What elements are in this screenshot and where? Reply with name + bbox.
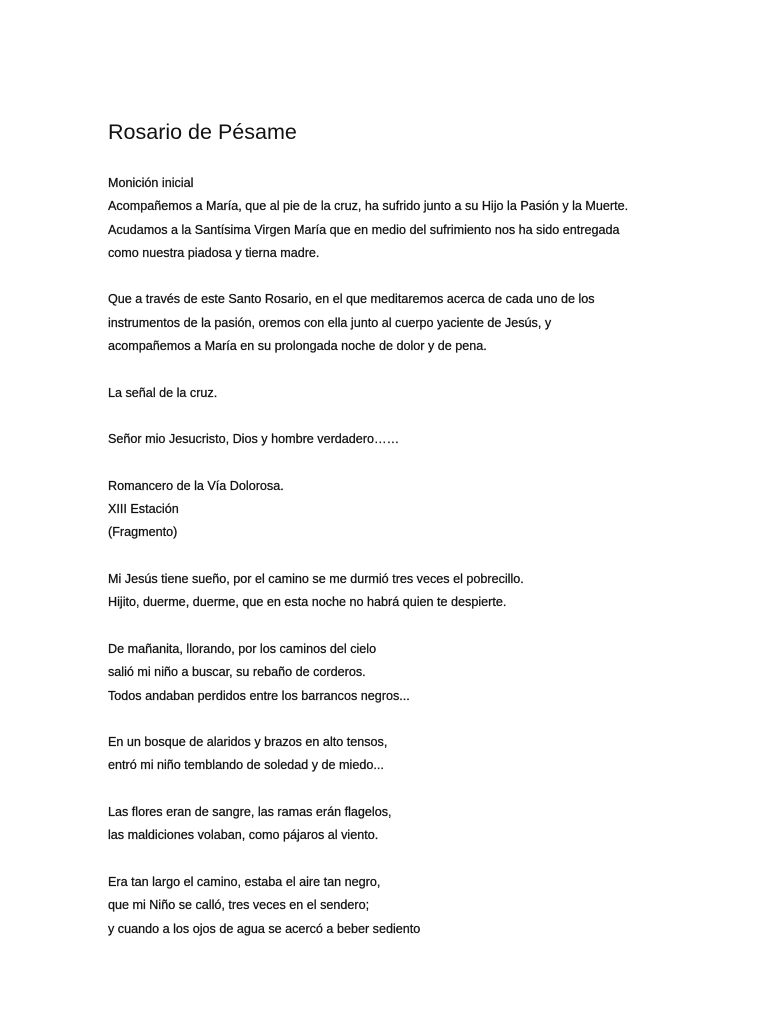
- blank-line: [108, 545, 728, 568]
- text-line: acompañemos a María en su prolongada noche de dolor y de pena.: [108, 339, 487, 354]
- document-title: Rosario de Pésame: [108, 120, 297, 144]
- document-page: [108, 118, 728, 941]
- text-line: las maldiciones volaban, como pájaros al viento.: [108, 828, 379, 843]
- text-line: que mi Niño se calló, tres veces en el sendero;: [108, 898, 370, 913]
- blank-line: [108, 265, 728, 288]
- text-line: Monición inicial: [108, 176, 194, 190]
- text-line: y cuando a los ojos de agua se acercó a beber sediento: [108, 921, 421, 936]
- text-line: Las flores eran de sangre, las ramas erán flagelos,: [108, 805, 392, 820]
- text-line: (Fragmento): [108, 525, 178, 540]
- text-line: De mañanita, llorando, por los caminos del cielo: [108, 641, 377, 656]
- text-line: Todos andaban perdidos entre los barrancos negros...: [108, 688, 410, 703]
- text-line: Mi Jesús tiene sueño, por el camino se me durmió tres veces el pobrecillo.: [108, 572, 524, 587]
- text-line: Acompañemos a María, que al pie de la cruz, ha sufrido junto a su Hijo la Pasión y la Muerte.: [108, 199, 629, 214]
- blank-line: [108, 452, 728, 475]
- text-line: como nuestra piadosa y tierna madre.: [108, 245, 320, 260]
- blank-line: [108, 615, 728, 638]
- text-line: salió mi niño a buscar, su rebaño de corderos.: [108, 665, 366, 680]
- text-line: entró mi niño temblando de soledad y de miedo...: [108, 758, 384, 773]
- blank-line: [108, 848, 728, 871]
- blank-line: [108, 778, 728, 801]
- text-line: Era tan largo el camino, estaba el aire tan negro,: [108, 874, 381, 889]
- text-line: Romancero de la Vía Dolorosa.: [108, 478, 284, 493]
- text-line: Hijito, duerme, duerme, que en esta noche no habrá quien te despierte.: [108, 595, 507, 610]
- text-line: Acudamos a la Santísima Virgen María que en medio del sufrimiento nos ha sido entregada: [108, 222, 620, 237]
- text-line: En un bosque de alaridos y brazos en alto tensos,: [108, 735, 388, 750]
- text-line: Que a través de este Santo Rosario, en el que meditaremos acerca de cada uno de los: [108, 292, 595, 307]
- blank-line: [108, 405, 728, 428]
- text-line: instrumentos de la pasión, oremos con ella junto al cuerpo yaciente de Jesús, y: [108, 315, 552, 330]
- text-line: XIII Estación: [108, 502, 179, 517]
- document-body: [108, 172, 728, 941]
- text-line: La señal de la cruz.: [108, 385, 218, 400]
- blank-line: [108, 358, 728, 381]
- blank-line: [108, 708, 728, 731]
- text-line: Señor mio Jesucristo, Dios y hombre verdadero……: [108, 432, 400, 447]
